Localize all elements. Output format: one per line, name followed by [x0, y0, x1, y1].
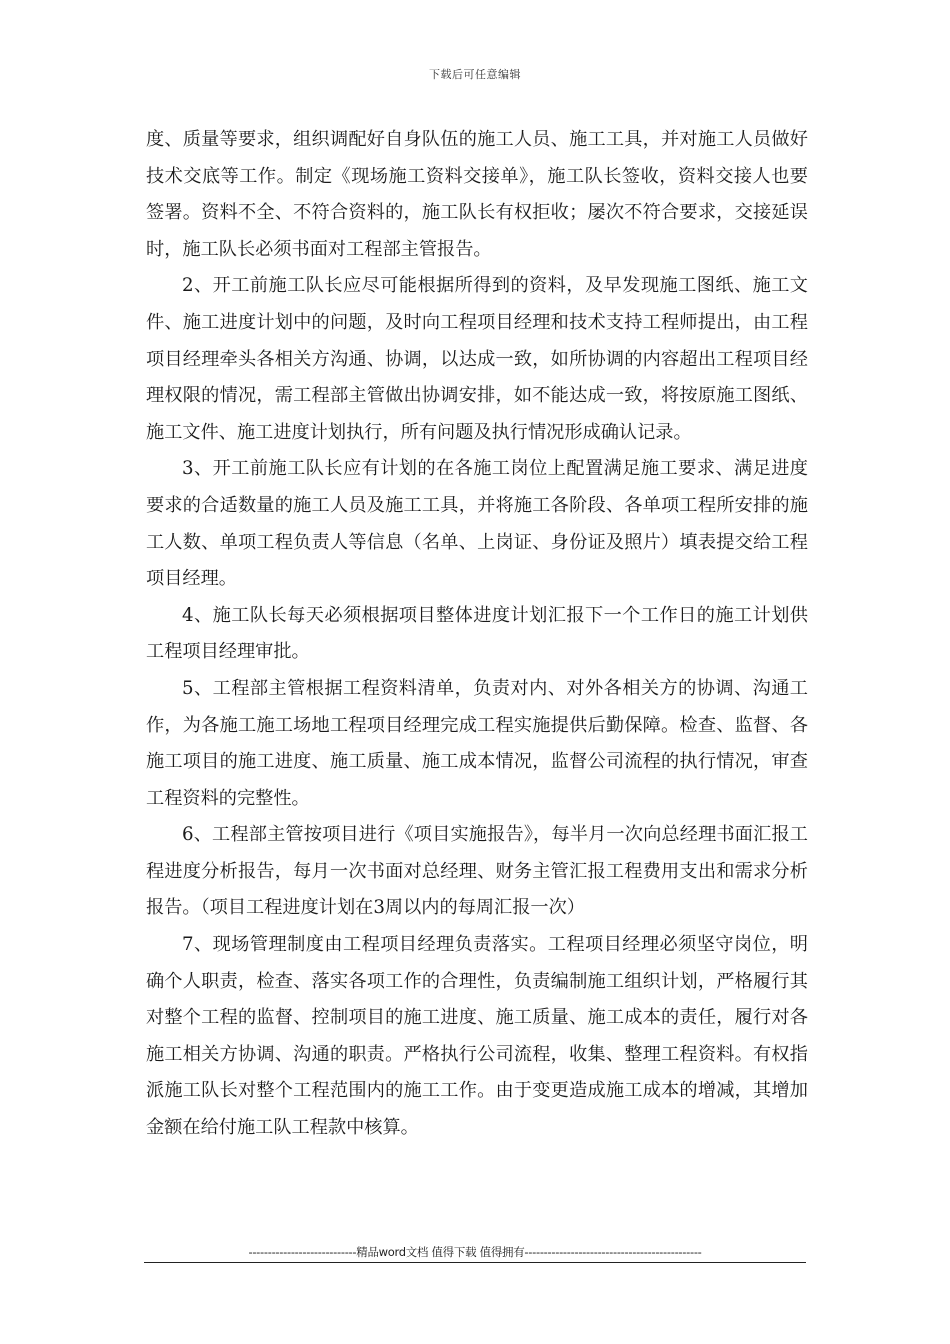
paragraph-item-7: 7、现场管理制度由工程项目经理负责落实。工程项目经理必须坚守岗位，明确个人职责，检查、落实各项工作的合理性，负责编制施工组织计划，严格履行其对整个工程的监督、控制项目的施工进度、施工质量、施工成本的责任，履行对各施工相关方协调、沟通的职责。严格执行公司流程，收集、整理工程资料。有权指派施工队长对整个工程范围内的施工工作。由于变更造成施工成本的增减，其增加金额在给付施工队工程款中核算。 — [146, 934, 808, 1139]
paragraph-item-2: 2、开工前施工队长应尽可能根据所得到的资料，及早发现施工图纸、施工文件、施工进度计划中的问题，及时向工程项目经理和技术支持工程师提出，由工程项目经理牵头各相关方沟通、协调，以达成一致，如所协调的内容超出工程项目经理权限的情况，需工程部主管做出协调安排，如不能达成一致，将按原施工图纸、施工文件、施工进度计划执行，所有问题及执行情况形成确认记录。 — [146, 275, 808, 443]
page-footer: ----------------------------精品word文档 值得下载 值得拥有---------------------------------------------- — [248, 1245, 702, 1259]
footer-divider — [144, 1262, 806, 1263]
page-header: 下载后可任意编辑 — [429, 68, 521, 81]
paragraph-item-6: 6、工程部主管按项目进行《项目实施报告》，每半月一次向总经理书面汇报工程进度分析报告，每月一次书面对总经理、财务主管汇报工程费用支出和需求分析报告。（项目工程进度计划在3周以内的每周汇报一次） — [146, 824, 808, 919]
document-body — [146, 122, 808, 1147]
paragraph-continuation: 度、质量等要求，组织调配好自身队伍的施工人员、施工工具，并对施工人员做好技术交底等工作。制定《现场施工资料交接单》，施工队长签收，资料交接人也要签署。资料不全、不符合资料的，施工队长有权拒收；屡次不符合要求，交接延误时，施工队长必须书面对工程部主管报告。 — [146, 129, 808, 260]
paragraph-item-4: 4、施工队长每天必须根据项目整体进度计划汇报下一个工作日的施工计划供工程项目经理审批。 — [146, 604, 808, 663]
paragraph-item-5: 5、工程部主管根据工程资料清单，负责对内、对外各相关方的协调、沟通工作，为各施工施工场地工程项目经理完成工程实施提供后勤保障。检查、监督、各施工项目的施工进度、施工质量、施工成本情况，监督公司流程的执行情况，审查工程资料的完整性。 — [146, 677, 808, 809]
paragraph-item-3: 3、开工前施工队长应有计划的在各施工岗位上配置满足施工要求、满足进度要求的合适数量的施工人员及施工工具，并将施工各阶段、各单项工程所安排的施工人数、单项工程负责人等信息（名单、上岗证、身份证及照片）填表提交给工程项目经理。 — [146, 458, 808, 590]
